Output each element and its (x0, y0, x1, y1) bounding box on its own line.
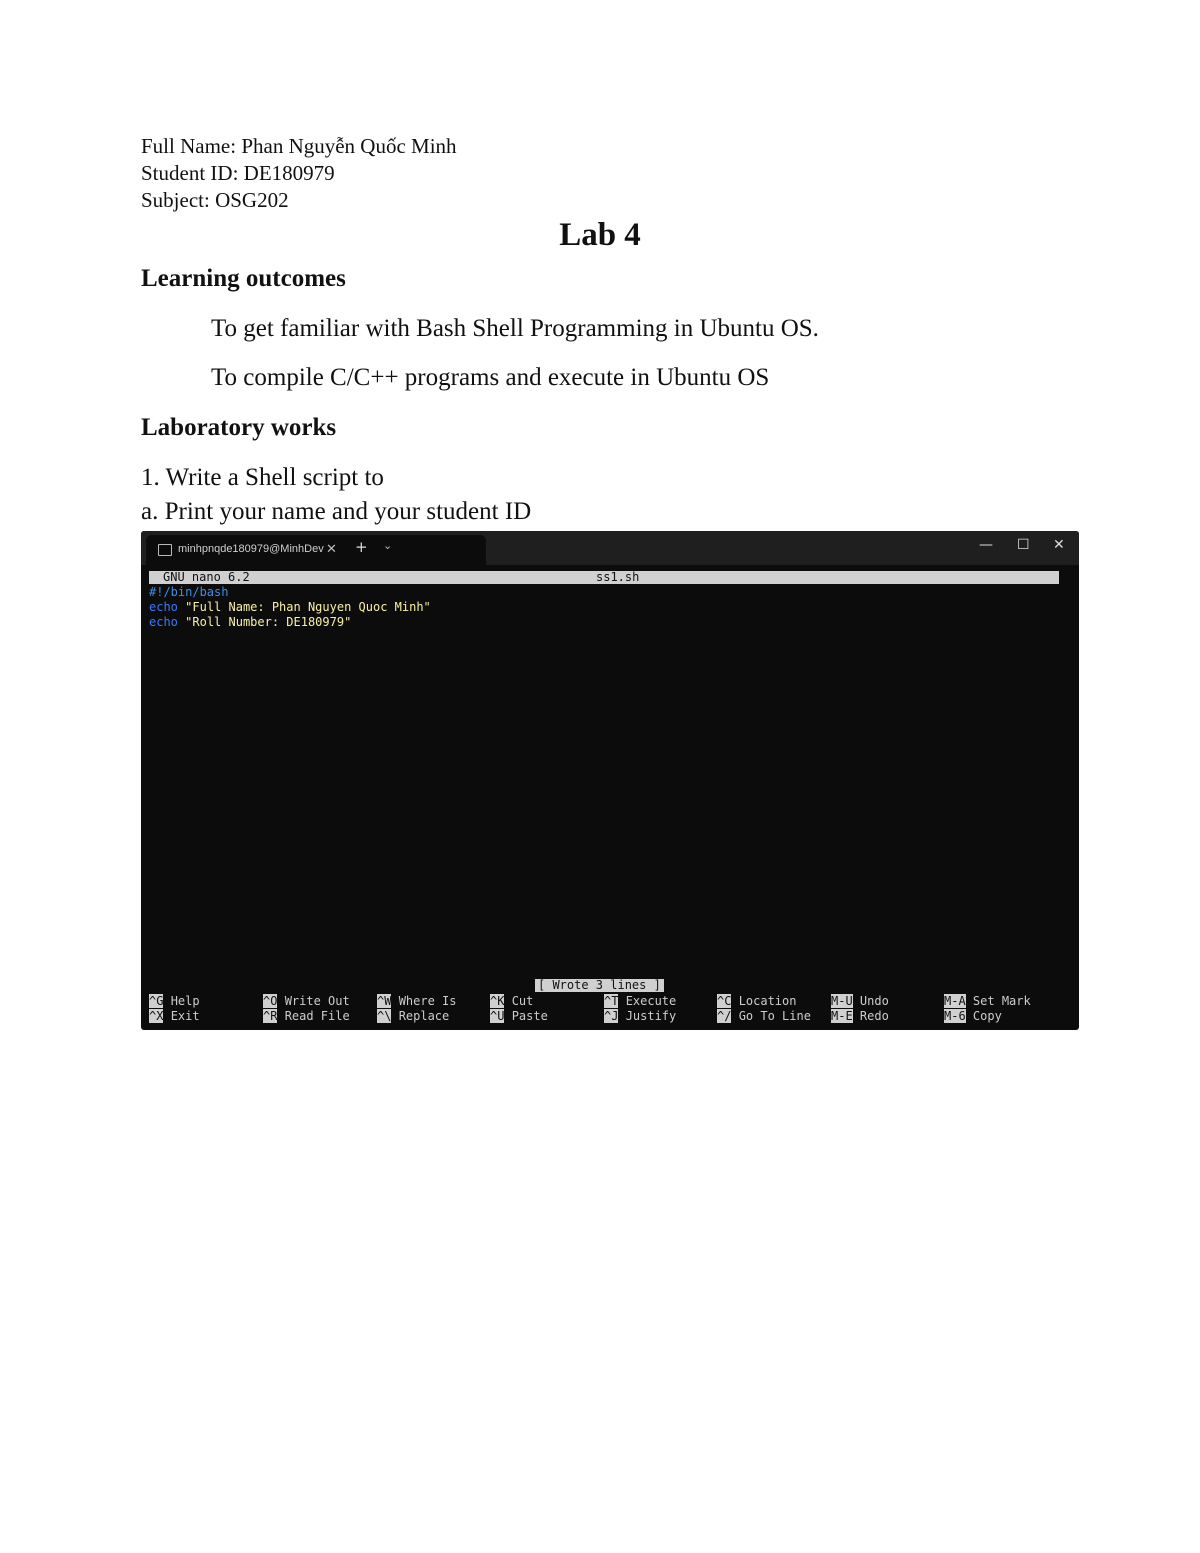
file-name: ss1.sh (596, 570, 640, 584)
code-line-name (149, 600, 431, 615)
shortcut-justify: ^J Justify (604, 1009, 677, 1023)
learning-outcomes-heading: Learning outcomes (141, 265, 346, 292)
shortcut-copy: M-6 Copy (944, 1009, 1002, 1023)
shortcut-set-mark: M-A Set Mark (944, 994, 1031, 1008)
string-literal: "Full Name: Phan Nguyen Quoc Minh" (185, 600, 431, 614)
terminal-screenshot (141, 531, 1079, 1030)
chevron-down-icon[interactable]: ⌄ (383, 539, 393, 552)
terminal-icon (158, 544, 172, 556)
shortcut-execute: ^T Execute (604, 994, 677, 1008)
shortcut-undo: M-U Undo (831, 994, 889, 1008)
student-id: Student ID: DE180979 (141, 161, 335, 185)
code-line-roll (149, 615, 351, 630)
shortcut-help: ^G Help (149, 994, 200, 1008)
shortcut-exit: ^X Exit (149, 1009, 200, 1023)
shortcut-paste: ^U Paste (490, 1009, 548, 1023)
minimize-icon[interactable]: — (979, 537, 993, 553)
echo-keyword: echo (149, 600, 178, 614)
terminal-titlebar (141, 531, 1079, 565)
maximize-icon[interactable]: ☐ (1017, 537, 1030, 553)
student-info (141, 133, 457, 214)
terminal-tab[interactable] (146, 535, 486, 565)
code-line-shebang: #!/bin/bash (149, 585, 229, 599)
plus-icon[interactable]: + (355, 538, 368, 556)
outcome-item: To compile C/C++ programs and execute in Ubuntu OS (211, 364, 770, 391)
question-1a: a. Print your name and your student ID (141, 498, 532, 525)
string-literal: "Roll Number: DE180979" (185, 615, 352, 629)
shortcut-replace: ^\ Replace (377, 1009, 450, 1023)
nano-version: GNU nano 6.2 (163, 570, 250, 584)
shortcut-write-out: ^O Write Out (263, 994, 350, 1008)
full-name: Full Name: Phan Nguyễn Quốc Minh (141, 134, 457, 158)
page-title: Lab 4 (559, 217, 641, 253)
close-icon[interactable]: ✕ (326, 541, 337, 556)
shortcut-redo: M-E Redo (831, 1009, 889, 1023)
shortcut-where-is: ^W Where Is (377, 994, 457, 1008)
nano-title-bar (149, 571, 1059, 584)
status-message: [ Wrote 3 lines ] (535, 979, 664, 992)
shortcut-go-to-line: ^/ Go To Line (717, 1009, 811, 1023)
subject: Subject: OSG202 (141, 188, 289, 212)
echo-keyword: echo (149, 615, 178, 629)
shortcut-read-file: ^R Read File (263, 1009, 350, 1023)
shortcut-cut: ^K Cut (490, 994, 534, 1008)
outcome-item: To get familiar with Bash Shell Programming in Ubuntu OS. (211, 315, 819, 342)
window-close-icon[interactable]: ✕ (1053, 537, 1065, 553)
question-1: 1. Write a Shell script to (141, 464, 384, 491)
tab-label: minhpnqde180979@MinhDev (178, 543, 324, 555)
shortcut-location: ^C Location (717, 994, 797, 1008)
laboratory-works-heading: Laboratory works (141, 414, 337, 441)
